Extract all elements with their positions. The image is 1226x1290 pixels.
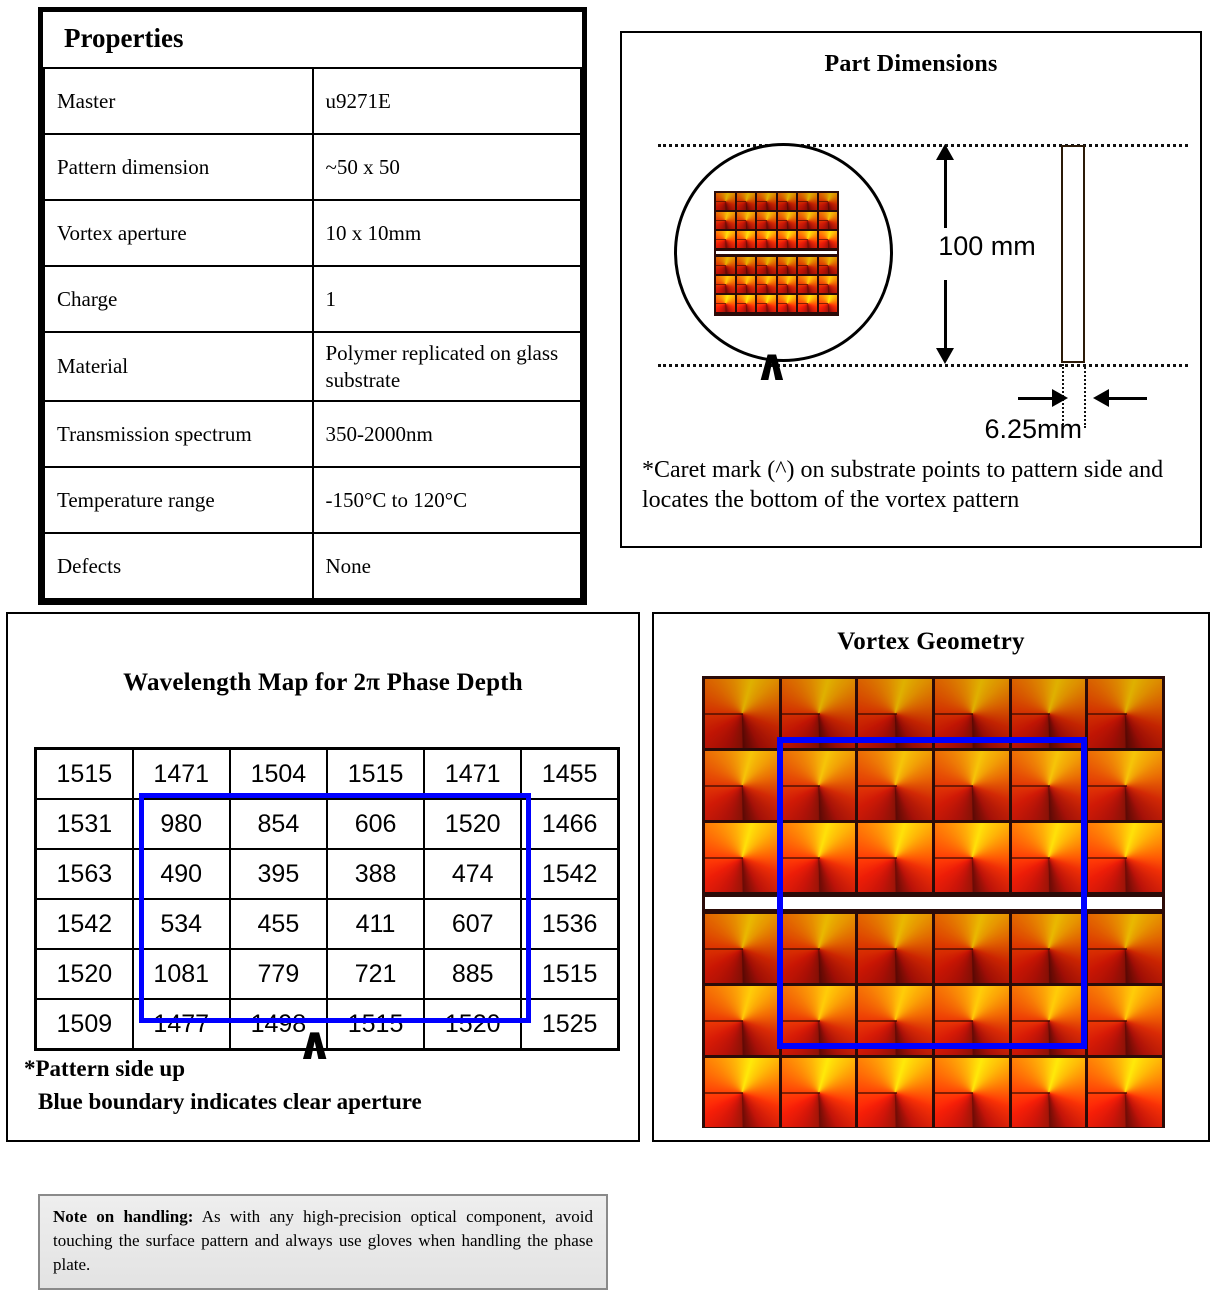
phase-discontinuity bbox=[705, 1020, 743, 1022]
phase-ramp-icon bbox=[737, 276, 756, 293]
caret-mark-icon: ∧ bbox=[296, 1017, 334, 1069]
vortex-cell bbox=[737, 295, 756, 312]
phase-ramp-icon bbox=[798, 212, 817, 229]
vortex-cell bbox=[737, 193, 756, 210]
height-dimension-label: 100 mm bbox=[912, 229, 1062, 264]
vortex-cell bbox=[935, 751, 1009, 820]
part-dimensions-panel bbox=[620, 31, 1202, 548]
vortex-cell bbox=[778, 193, 797, 210]
table-row bbox=[44, 134, 581, 200]
table-row bbox=[36, 749, 619, 800]
phase-discontinuity bbox=[782, 785, 820, 787]
wavelength-cell: 1466 bbox=[521, 799, 618, 849]
vortex-cell bbox=[1012, 823, 1086, 892]
vortex-cell bbox=[798, 295, 817, 312]
phase-discontinuity bbox=[858, 1020, 896, 1022]
phase-ramp-icon bbox=[757, 231, 776, 248]
top-reference-line bbox=[658, 144, 1188, 147]
wavelength-cell: 1515 bbox=[521, 949, 618, 999]
phase-discontinuity bbox=[716, 201, 726, 202]
vortex-row bbox=[705, 986, 1162, 1055]
wavelength-cell: 1498 bbox=[230, 999, 327, 1050]
wavelength-cell: 388 bbox=[327, 849, 424, 899]
table-row bbox=[44, 467, 581, 533]
vortex-cell bbox=[1012, 679, 1086, 748]
phase-discontinuity bbox=[1012, 785, 1050, 787]
phase-ramp-icon bbox=[757, 257, 776, 274]
vortex-cell bbox=[858, 823, 932, 892]
wavelength-cell: 1477 bbox=[133, 999, 230, 1050]
vortex-cell bbox=[782, 1058, 856, 1127]
vortex-cell bbox=[778, 212, 797, 229]
vortex-cell bbox=[798, 276, 817, 293]
phase-ramp-icon bbox=[819, 212, 838, 229]
properties-table bbox=[43, 12, 582, 600]
vortex-row bbox=[716, 295, 837, 312]
phase-discontinuity bbox=[1088, 857, 1126, 859]
phase-discontinuity bbox=[858, 857, 896, 859]
vortex-cell bbox=[1088, 986, 1162, 1055]
phase-discontinuity bbox=[858, 785, 896, 787]
phase-discontinuity bbox=[757, 265, 767, 266]
phase-ramp-icon bbox=[757, 276, 776, 293]
phase-ramp-icon bbox=[716, 231, 735, 248]
phase-ramp-icon bbox=[819, 276, 838, 293]
phase-discontinuity bbox=[716, 265, 726, 266]
phase-discontinuity bbox=[778, 220, 788, 221]
property-value-material: Polymer replicated on glass substrate bbox=[313, 332, 582, 400]
phase-ramp-icon bbox=[716, 257, 735, 274]
vortex-geometry-panel bbox=[652, 612, 1210, 1142]
phase-ramp-icon bbox=[819, 295, 838, 312]
vortex-cell bbox=[716, 193, 735, 210]
phase-discontinuity bbox=[705, 713, 743, 715]
phase-ramp-icon bbox=[757, 193, 776, 210]
phase-discontinuity bbox=[1012, 1092, 1050, 1094]
property-value-master: u9271E bbox=[313, 68, 582, 134]
phase-ramp-icon bbox=[757, 212, 776, 229]
phase-ramp-icon bbox=[778, 257, 797, 274]
vortex-cell bbox=[858, 914, 932, 983]
vortex-cell bbox=[705, 751, 779, 820]
phase-discontinuity bbox=[778, 239, 788, 240]
alignment-gap-band bbox=[716, 250, 837, 255]
vortex-cell bbox=[757, 231, 776, 248]
phase-discontinuity bbox=[716, 284, 726, 285]
table-row bbox=[36, 849, 619, 899]
vortex-cell bbox=[737, 212, 756, 229]
phase-discontinuity bbox=[935, 1020, 973, 1022]
wavelength-cell: 1542 bbox=[521, 849, 618, 899]
property-value-vortex-aperture: 10 x 10mm bbox=[313, 200, 582, 266]
vortex-cell bbox=[757, 276, 776, 293]
properties-title-row bbox=[44, 12, 581, 68]
vortex-row bbox=[705, 751, 1162, 820]
page-title: Properties bbox=[44, 12, 581, 68]
vortex-cell bbox=[858, 1058, 932, 1127]
wavelength-cell: 1504 bbox=[230, 749, 327, 800]
phase-discontinuity bbox=[798, 265, 808, 266]
phase-discontinuity bbox=[778, 265, 788, 266]
phase-discontinuity bbox=[935, 948, 973, 950]
phase-discontinuity bbox=[757, 303, 767, 304]
vortex-cell bbox=[757, 295, 776, 312]
vortex-cell bbox=[716, 212, 735, 229]
phase-discontinuity bbox=[782, 713, 820, 715]
vortex-row bbox=[705, 914, 1162, 983]
phase-discontinuity bbox=[858, 1092, 896, 1094]
phase-discontinuity bbox=[778, 303, 788, 304]
phase-discontinuity bbox=[819, 220, 829, 221]
phase-discontinuity bbox=[1088, 785, 1126, 787]
phase-ramp-icon bbox=[778, 295, 797, 312]
phase-discontinuity bbox=[935, 1092, 973, 1094]
vortex-cell bbox=[798, 257, 817, 274]
phase-discontinuity bbox=[705, 785, 743, 787]
vortex-cell bbox=[757, 212, 776, 229]
dimension-shaft bbox=[944, 280, 947, 352]
vortex-cell bbox=[778, 231, 797, 248]
phase-discontinuity bbox=[705, 857, 743, 859]
phase-discontinuity bbox=[757, 284, 767, 285]
phase-ramp-icon bbox=[737, 231, 756, 248]
phase-discontinuity bbox=[935, 785, 973, 787]
phase-ramp-icon bbox=[716, 193, 735, 210]
phase-discontinuity bbox=[858, 713, 896, 715]
vortex-row bbox=[705, 823, 1162, 892]
dimension-shaft bbox=[1109, 397, 1147, 400]
phase-discontinuity bbox=[716, 239, 726, 240]
wavelength-cell: 411 bbox=[327, 899, 424, 949]
arrow-right-icon bbox=[1052, 389, 1068, 407]
phase-discontinuity bbox=[819, 239, 829, 240]
vortex-cell bbox=[1012, 751, 1086, 820]
vortex-cell bbox=[935, 914, 1009, 983]
table-row bbox=[44, 200, 581, 266]
wavelength-cell: 885 bbox=[424, 949, 521, 999]
phase-discontinuity bbox=[782, 948, 820, 950]
wavelength-cell: 607 bbox=[424, 899, 521, 949]
vortex-cell bbox=[705, 914, 779, 983]
property-value-temperature-range: -150°C to 120°C bbox=[313, 467, 582, 533]
phase-discontinuity bbox=[798, 239, 808, 240]
vortex-row bbox=[705, 679, 1162, 748]
bottom-reference-line bbox=[658, 364, 1188, 367]
phase-discontinuity bbox=[782, 1092, 820, 1094]
wavelength-cell: 1515 bbox=[327, 749, 424, 800]
vortex-cell bbox=[935, 986, 1009, 1055]
phase-ramp-icon bbox=[716, 212, 735, 229]
handling-note bbox=[38, 1194, 608, 1290]
table-row bbox=[44, 332, 581, 400]
phase-discontinuity bbox=[798, 284, 808, 285]
phase-discontinuity bbox=[782, 857, 820, 859]
vortex-cell bbox=[819, 295, 838, 312]
phase-discontinuity bbox=[757, 201, 767, 202]
vortex-geometry-title: Vortex Geometry bbox=[837, 628, 1025, 655]
phase-discontinuity bbox=[778, 201, 788, 202]
phase-discontinuity bbox=[798, 201, 808, 202]
table-row bbox=[36, 899, 619, 949]
caret-mark-icon: ∧ bbox=[754, 341, 790, 390]
phase-discontinuity bbox=[757, 239, 767, 240]
phase-discontinuity bbox=[1012, 1020, 1050, 1022]
phase-discontinuity bbox=[705, 948, 743, 950]
vortex-cell bbox=[819, 231, 838, 248]
arrow-left-icon bbox=[1093, 389, 1109, 407]
table-row bbox=[36, 799, 619, 849]
table-row bbox=[44, 533, 581, 599]
phase-discontinuity bbox=[778, 284, 788, 285]
vortex-cell bbox=[778, 257, 797, 274]
phase-ramp-icon bbox=[798, 193, 817, 210]
vortex-cell bbox=[716, 295, 735, 312]
vortex-cell bbox=[757, 193, 776, 210]
phase-discontinuity bbox=[798, 303, 808, 304]
phase-discontinuity bbox=[819, 284, 829, 285]
wavelength-cell: 1536 bbox=[521, 899, 618, 949]
property-value-charge: 1 bbox=[313, 266, 582, 332]
wavelength-cell: 1455 bbox=[521, 749, 618, 800]
phase-ramp-icon bbox=[819, 193, 838, 210]
wavelength-map-footnote bbox=[24, 1052, 624, 1119]
phase-ramp-icon bbox=[737, 212, 756, 229]
phase-discontinuity bbox=[1088, 1092, 1126, 1094]
vortex-cell bbox=[778, 276, 797, 293]
phase-discontinuity bbox=[935, 857, 973, 859]
properties-panel bbox=[38, 7, 587, 605]
vortex-row bbox=[705, 1058, 1162, 1127]
phase-discontinuity bbox=[1012, 713, 1050, 715]
wavelength-cell: 1515 bbox=[36, 749, 133, 800]
caret-mark-note: *Caret mark (^) on substrate points to pattern side and locates the bottom of the vortex pattern bbox=[642, 457, 1164, 514]
vortex-cell bbox=[858, 751, 932, 820]
vortex-cell bbox=[935, 823, 1009, 892]
phase-discontinuity bbox=[737, 265, 747, 266]
phase-discontinuity bbox=[716, 303, 726, 304]
wavelength-cell: 1471 bbox=[133, 749, 230, 800]
phase-ramp-icon bbox=[819, 257, 838, 274]
wavelength-cell: 395 bbox=[230, 849, 327, 899]
phase-ramp-icon bbox=[778, 276, 797, 293]
vortex-cell bbox=[1088, 914, 1162, 983]
vortex-cell bbox=[737, 276, 756, 293]
wavelength-cell: 980 bbox=[133, 799, 230, 849]
phase-discontinuity bbox=[782, 1020, 820, 1022]
vortex-cell bbox=[858, 986, 932, 1055]
phase-discontinuity bbox=[737, 284, 747, 285]
wavelength-cell: 1531 bbox=[36, 799, 133, 849]
vortex-cell bbox=[716, 276, 735, 293]
vortex-cell bbox=[1088, 679, 1162, 748]
substrate-side-view bbox=[1061, 145, 1085, 363]
phase-ramp-icon bbox=[737, 257, 756, 274]
wavelength-cell: 1542 bbox=[36, 899, 133, 949]
vortex-cell bbox=[1012, 986, 1086, 1055]
vortex-cell bbox=[798, 212, 817, 229]
phase-discontinuity bbox=[737, 220, 747, 221]
vortex-cell bbox=[1088, 751, 1162, 820]
wavelength-cell: 721 bbox=[327, 949, 424, 999]
handling-note-label: Note on handling: bbox=[53, 1207, 194, 1226]
vortex-cell bbox=[819, 193, 838, 210]
wavelength-cell: 1520 bbox=[424, 799, 521, 849]
phase-discontinuity bbox=[1088, 713, 1126, 715]
wavelength-map-grid bbox=[34, 747, 620, 1051]
property-value-pattern-dimension: ~50 x 50 bbox=[313, 134, 582, 200]
table-row bbox=[44, 266, 581, 332]
wavelength-cell: 1515 bbox=[327, 999, 424, 1050]
dimension-shaft bbox=[944, 156, 947, 228]
wavelength-cell: 474 bbox=[424, 849, 521, 899]
vortex-cell bbox=[782, 823, 856, 892]
wavelength-cell: 490 bbox=[133, 849, 230, 899]
wafer-vortex-pattern bbox=[714, 191, 839, 316]
table-row bbox=[36, 949, 619, 999]
wavelength-cell: 854 bbox=[230, 799, 327, 849]
footnote-line-pattern-side-up: *Pattern side up bbox=[24, 1056, 185, 1081]
wavelength-cell: 1520 bbox=[36, 949, 133, 999]
property-label-material: Material bbox=[44, 332, 313, 400]
vortex-cell bbox=[819, 212, 838, 229]
wavelength-cell: 455 bbox=[230, 899, 327, 949]
phase-ramp-icon bbox=[778, 212, 797, 229]
vortex-cell bbox=[705, 1058, 779, 1127]
phase-discontinuity bbox=[819, 265, 829, 266]
phase-ramp-icon bbox=[798, 295, 817, 312]
wavelength-cell: 1525 bbox=[521, 999, 618, 1050]
vortex-pattern-grid bbox=[702, 676, 1165, 1128]
phase-discontinuity bbox=[819, 303, 829, 304]
phase-discontinuity bbox=[1012, 948, 1050, 950]
vortex-cell bbox=[819, 276, 838, 293]
vortex-cell bbox=[1012, 914, 1086, 983]
phase-discontinuity bbox=[737, 201, 747, 202]
phase-ramp-icon bbox=[737, 193, 756, 210]
vortex-cell bbox=[858, 679, 932, 748]
vortex-row bbox=[716, 231, 837, 248]
wavelength-cell: 1509 bbox=[36, 999, 133, 1050]
vortex-row bbox=[716, 276, 837, 293]
wavelength-cell: 606 bbox=[327, 799, 424, 849]
phase-discontinuity bbox=[737, 303, 747, 304]
vortex-cell bbox=[1088, 1058, 1162, 1127]
alignment-gap-band bbox=[705, 895, 1162, 911]
vortex-cell bbox=[737, 231, 756, 248]
vortex-cell bbox=[782, 679, 856, 748]
wavelength-cell: 1520 bbox=[424, 999, 521, 1050]
property-label-pattern-dimension: Pattern dimension bbox=[44, 134, 313, 200]
wavelength-cell: 1081 bbox=[133, 949, 230, 999]
phase-ramp-icon bbox=[716, 276, 735, 293]
vortex-cell bbox=[705, 823, 779, 892]
phase-discontinuity bbox=[798, 220, 808, 221]
footnote-line-blue-boundary: Blue boundary indicates clear aperture bbox=[38, 1089, 422, 1115]
property-label-vortex-aperture: Vortex aperture bbox=[44, 200, 313, 266]
vortex-cell bbox=[798, 231, 817, 248]
table-row bbox=[44, 401, 581, 467]
property-label-transmission-spectrum: Transmission spectrum bbox=[44, 401, 313, 467]
phase-ramp-icon bbox=[819, 231, 838, 248]
wavelength-cell: 1471 bbox=[424, 749, 521, 800]
vortex-cell bbox=[1012, 1058, 1086, 1127]
wavelength-cell: 534 bbox=[133, 899, 230, 949]
vortex-row bbox=[716, 193, 837, 210]
phase-discontinuity bbox=[705, 1092, 743, 1094]
phase-ramp-icon bbox=[798, 257, 817, 274]
phase-discontinuity bbox=[737, 239, 747, 240]
extension-line-right bbox=[1084, 364, 1086, 428]
vortex-cell bbox=[705, 679, 779, 748]
vortex-cell bbox=[705, 986, 779, 1055]
phase-ramp-icon bbox=[798, 276, 817, 293]
phase-ramp-icon bbox=[757, 295, 776, 312]
vortex-cell bbox=[1088, 823, 1162, 892]
vortex-cell bbox=[716, 231, 735, 248]
property-label-temperature-range: Temperature range bbox=[44, 467, 313, 533]
property-value-transmission-spectrum: 350-2000nm bbox=[313, 401, 582, 467]
wavelength-table bbox=[34, 747, 620, 1051]
vortex-cell bbox=[935, 1058, 1009, 1127]
vortex-row bbox=[716, 212, 837, 229]
vortex-cell bbox=[757, 257, 776, 274]
vortex-cell bbox=[737, 257, 756, 274]
phase-discontinuity bbox=[716, 220, 726, 221]
part-dimensions-diagram bbox=[622, 33, 1200, 546]
part-dimensions-title: Part Dimensions bbox=[824, 51, 998, 77]
vortex-row bbox=[716, 257, 837, 274]
wavelength-cell: 779 bbox=[230, 949, 327, 999]
phase-discontinuity bbox=[935, 713, 973, 715]
table-row bbox=[44, 68, 581, 134]
vortex-cell bbox=[782, 751, 856, 820]
phase-ramp-icon bbox=[778, 231, 797, 248]
wavelength-map-title: Wavelength Map for 2π Phase Depth bbox=[123, 669, 523, 696]
vortex-cell bbox=[935, 679, 1009, 748]
phase-ramp-icon bbox=[737, 295, 756, 312]
property-value-defects: None bbox=[313, 533, 582, 599]
phase-discontinuity bbox=[819, 201, 829, 202]
vortex-cell bbox=[782, 914, 856, 983]
phase-discontinuity bbox=[858, 948, 896, 950]
property-label-defects: Defects bbox=[44, 533, 313, 599]
vortex-cell bbox=[716, 257, 735, 274]
property-label-charge: Charge bbox=[44, 266, 313, 332]
vortex-cell bbox=[798, 193, 817, 210]
phase-discontinuity bbox=[1088, 1020, 1126, 1022]
handling-note-text: As with any high-precision optical component, avoid touching the surface pattern and always use gloves when handling the phase plate. bbox=[53, 1207, 593, 1275]
phase-ramp-icon bbox=[716, 295, 735, 312]
arrow-down-icon bbox=[936, 348, 954, 364]
phase-ramp-icon bbox=[798, 231, 817, 248]
wavelength-cell: 1563 bbox=[36, 849, 133, 899]
thickness-dimension-label: 6.25mm bbox=[984, 414, 1082, 444]
vortex-cell bbox=[819, 257, 838, 274]
vortex-cell bbox=[778, 295, 797, 312]
phase-ramp-icon bbox=[778, 193, 797, 210]
phase-discontinuity bbox=[1012, 857, 1050, 859]
property-label-master: Master bbox=[44, 68, 313, 134]
phase-discontinuity bbox=[757, 220, 767, 221]
vortex-cell bbox=[782, 986, 856, 1055]
dimension-shaft bbox=[1018, 397, 1054, 400]
phase-discontinuity bbox=[1088, 948, 1126, 950]
